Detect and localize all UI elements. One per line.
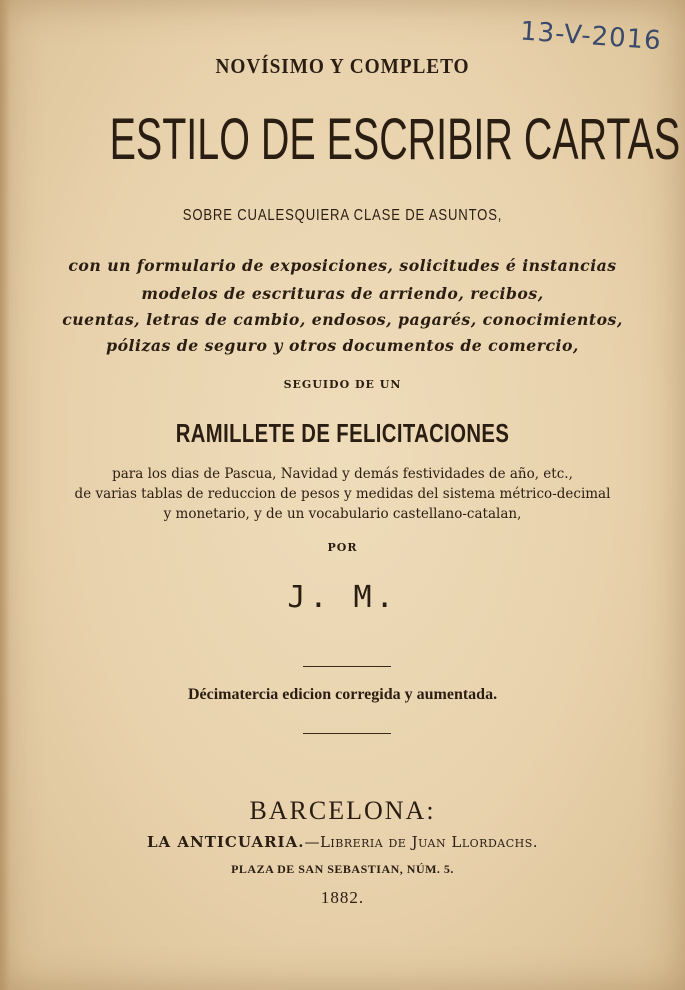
imprint-publisher-line (0, 833, 685, 851)
divider-bottom (303, 733, 391, 734)
description-line-4: pólizas de seguro y otros documentos de comercio, (106, 336, 579, 355)
section-title: RAMILLETE DE FELICITACIONES (175, 418, 510, 448)
by-label: POR (327, 541, 358, 554)
section-line-1: para los dias de Pascua, Navidad y demás festividades de año, etc., (112, 466, 573, 482)
followed-by-label: SEGUIDO DE UN (283, 378, 402, 391)
publisher-detail: —Libreria de Juan Llordachs. (304, 833, 539, 851)
description-line-2: modelos de escrituras de arriendo, recibos, (141, 284, 544, 303)
subtitle: SOBRE CUALESQUIERA CLASE DE ASUNTOS, (182, 207, 503, 224)
publisher-name: LA ANTICUARIA. (146, 833, 305, 851)
divider-top (303, 666, 391, 667)
imprint-city: BARCELONA: (249, 796, 436, 825)
section-line-2: de varias tablas de reduccion de pesos y medidas del sistema métrico-decimal (74, 486, 611, 502)
handwritten-date-note: 13-V-2016 (519, 16, 663, 57)
imprint-address: PLAZA DE SAN SEBASTIAN, NÚM. 5. (231, 862, 454, 876)
main-title: ESTILO DE ESCRIBIR CARTAS (109, 107, 681, 172)
description-line-1: con un formulario de exposiciones, solicitudes é instancias (68, 256, 617, 275)
imprint-year: 1882. (320, 888, 365, 907)
pre-title: NOVÍSIMO Y COMPLETO (215, 54, 470, 78)
author-initials: J. M. (287, 580, 398, 615)
edition-statement: Décimatercia edicion corregida y aumentada. (187, 686, 498, 703)
description-line-3: cuentas, letras de cambio, endosos, pagarés, conocimientos, (62, 310, 623, 329)
section-line-3: y monetario, y de un vocabulario castellano-catalan, (163, 506, 522, 522)
